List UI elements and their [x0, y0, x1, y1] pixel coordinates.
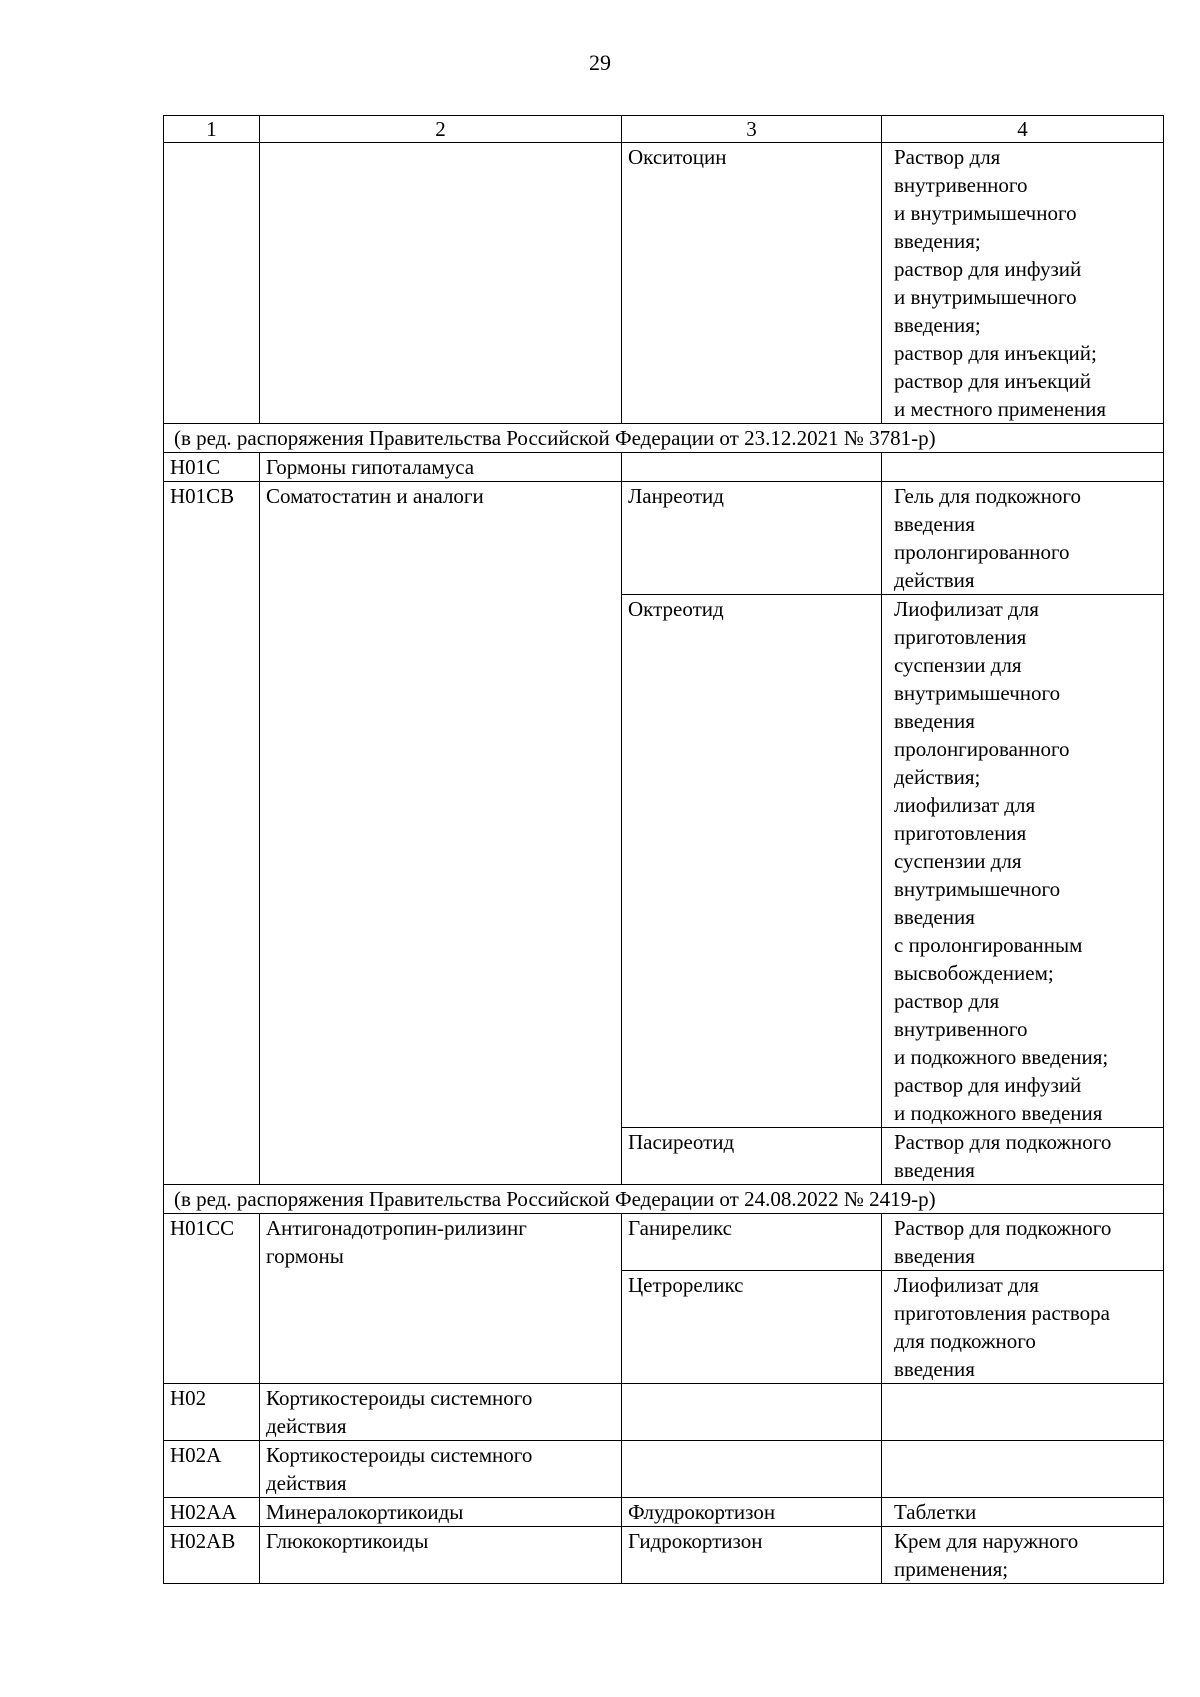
- group-name-cell: Соматостатин и аналоги: [260, 482, 622, 1185]
- group-name-cell: [260, 143, 622, 424]
- table-row-h02aa: [164, 1498, 1164, 1527]
- dosage-form-cell: Лиофилизат для приготовления суспензии для внутримышечного введения пролонгированного действия; лиофилизат для приготовления суспензии для внутримышечного введения с пролонгированным высвобождением; раствор для внутривенного и подкожного введения; раствор для инфузий и подкожного введения: [882, 595, 1164, 1128]
- code-cell: H02AB: [164, 1527, 260, 1584]
- code-cell: H02AA: [164, 1498, 260, 1527]
- drug-name-cell: [622, 1384, 882, 1441]
- dosage-form-cell: Раствор для подкожного введения: [882, 1128, 1164, 1185]
- dosage-form-cell: Раствор для подкожного введения: [882, 1214, 1164, 1271]
- dosage-form-cell: Таблетки: [882, 1498, 1164, 1527]
- table-row-h01cb: [164, 482, 1164, 595]
- table-header-row: [164, 116, 1164, 143]
- group-name-cell: Гормоны гипоталамуса: [260, 453, 622, 482]
- amendment-row: [164, 424, 1164, 453]
- code-cell: H02A: [164, 1441, 260, 1498]
- header-col-4: 4: [882, 116, 1164, 143]
- dosage-form-cell: [882, 1384, 1164, 1441]
- table-row-h02ab: [164, 1527, 1164, 1584]
- table-row-h01c: [164, 453, 1164, 482]
- table-row-h02: [164, 1384, 1164, 1441]
- dosage-form-cell: Гель для подкожного введения пролонгированного действия: [882, 482, 1164, 595]
- amendment-note: (в ред. распоряжения Правительства Российской Федерации от 24.08.2022 № 2419-р): [164, 1185, 1164, 1214]
- drug-name-cell: Флудрокортизон: [622, 1498, 882, 1527]
- group-name-cell: Кортикостероиды системного действия: [260, 1441, 622, 1498]
- drug-name-cell: Октреотид: [622, 595, 882, 1128]
- drug-name-cell: Ганиреликс: [622, 1214, 882, 1271]
- code-cell: H02: [164, 1384, 260, 1441]
- dosage-form-cell: Крем для наружного применения;: [882, 1527, 1164, 1584]
- dosage-form-cell: [882, 1441, 1164, 1498]
- group-name-cell: Кортикостероиды системного действия: [260, 1384, 622, 1441]
- drug-name-cell: [622, 1441, 882, 1498]
- drug-name-cell: Цетрореликс: [622, 1271, 882, 1384]
- dosage-form-cell: [882, 453, 1164, 482]
- dosage-form-cell: Лиофилизат для приготовления раствора для подкожного введения: [882, 1271, 1164, 1384]
- table-row-h02a: [164, 1441, 1164, 1498]
- code-cell: [164, 143, 260, 424]
- header-col-1: 1: [164, 116, 260, 143]
- header-col-3: 3: [622, 116, 882, 143]
- drug-table: [163, 115, 1164, 1584]
- table-row-oxytocin: [164, 143, 1164, 424]
- drug-name-cell: [622, 453, 882, 482]
- code-cell: H01C: [164, 453, 260, 482]
- amendment-row: [164, 1185, 1164, 1214]
- code-cell: H01CC: [164, 1214, 260, 1384]
- drug-name-cell: Гидрокортизон: [622, 1527, 882, 1584]
- drug-name-cell: Пасиреотид: [622, 1128, 882, 1185]
- group-name-cell: Минералокортикоиды: [260, 1498, 622, 1527]
- group-name-cell: Глюкокортикоиды: [260, 1527, 622, 1584]
- drug-name-cell: Ланреотид: [622, 482, 882, 595]
- table-row-h01cc: [164, 1214, 1164, 1271]
- header-col-2: 2: [260, 116, 622, 143]
- dosage-form-cell: Раствор для внутривенного и внутримышечного введения; раствор для инфузий и внутримышечного введения; раствор для инъекций; раствор для инъекций и местного применения: [882, 143, 1164, 424]
- group-name-cell: Антигонадотропин-рилизинг гормоны: [260, 1214, 622, 1384]
- drug-name-cell: Окситоцин: [622, 143, 882, 424]
- code-cell: H01CB: [164, 482, 260, 1185]
- page-number: 29: [589, 50, 611, 75]
- amendment-note: (в ред. распоряжения Правительства Российской Федерации от 23.12.2021 № 3781-р): [164, 424, 1164, 453]
